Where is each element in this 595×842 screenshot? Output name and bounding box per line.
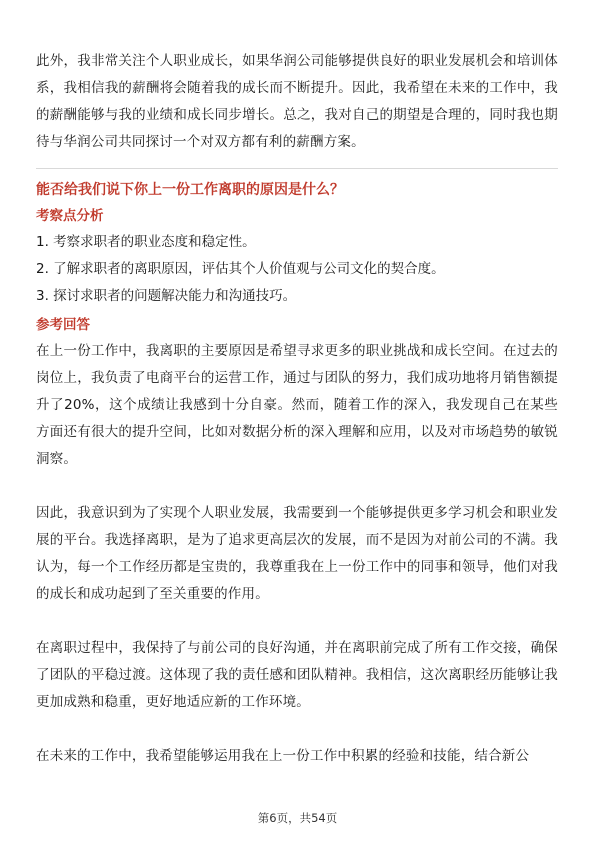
question-heading: 能否给我们说下你上一份工作离职的原因是什么？ [36,182,344,198]
answer-paragraph: 在离职过程中，我保持了与前公司的良好沟通，并在离职前完成了所有工作交接，确保了团队的平稳过渡。这体现了我的责任感和团队精神。我相信，这次离职经历能够让我更加成熟和稳重，更好地适应新的工作环境。 [36,640,558,710]
analysis-item: 2. 了解求职者的离职原因，评估其个人价值观与公司文化的契合度。 [36,261,445,277]
page-number-footer: 第6页，共54页 [257,811,338,825]
section-divider [36,168,558,169]
paragraph-gap [36,473,558,500]
analysis-title: 考察点分析 [36,208,104,224]
analysis-item: 3. 探讨求职者的问题解决能力和沟通技巧。 [36,288,297,304]
intro-paragraph: 此外，我非常关注个人职业成长，如果华润公司能够提供良好的职业发展机会和培训体系，我相信我的薪酬将会随着我的成长而不断提升。因此，我希望在未来的工作中，我的薪酬能够与我的业绩和成长同步增长。总之，我对自己的期望是合理的，同时我也期待与华润公司共同探讨一个对双方都有利的薪酬方案。 [36,53,558,150]
answer-paragraph: 在未来的工作中，我希望能够运用我在上一份工作中积累的经验和技能，结合新公 [36,748,530,764]
answer-title: 参考回答 [36,317,90,333]
paragraph-gap [36,716,558,743]
answer-paragraph: 在上一份工作中，我离职的主要原因是希望寻求更多的职业挑战和成长空间。在过去的岗位上，我负责了电商平台的运营工作，通过与团队的努力，我们成功地将月销售额提升了20%，这个成绩让我感到十分自豪。然而，随着工作的深入，我发现自己在某些方面还有很大的提升空间，比如对数据分析的深入理解和应用，以及对市场趋势的敏锐洞察。 [36,343,558,467]
paragraph-gap [36,608,558,635]
document-page [36,48,558,770]
analysis-item: 1. 考察求职者的职业态度和稳定性。 [36,234,256,250]
answer-paragraph: 因此，我意识到为了实现个人职业发展，我需要到一个能够提供更多学习机会和职业发展的平台。我选择离职，是为了追求更高层次的发展，而不是因为对前公司的不满。我认为，每一个工作经历都是宝贵的，我尊重我在上一份工作中的同事和领导，他们对我的成长和成功起到了至关重要的作用。 [36,505,558,602]
